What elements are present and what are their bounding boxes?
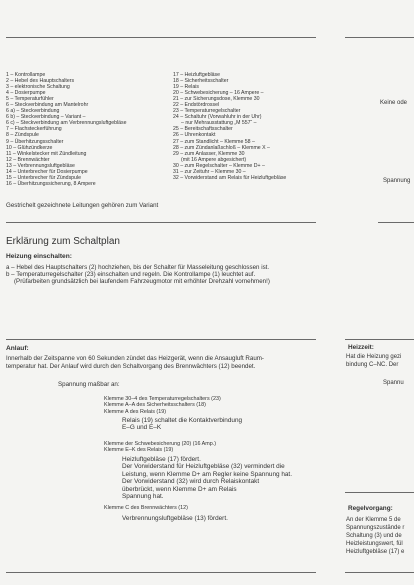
legend-item: 19 – Relais <box>173 84 199 91</box>
top-rule-right <box>345 37 414 38</box>
relais-line1: Relais (19) schaltet die Kontaktverbindung <box>122 417 243 424</box>
legend-item: 12 – Brennwächter <box>6 156 50 163</box>
relais-text <box>122 417 242 432</box>
heizluft-line6: Spannung hat. <box>122 493 164 501</box>
legend-item: 25 – Bereitschaftsschalter <box>173 126 233 133</box>
legend-item: 6 – Steckverbindung am Mantelrohr <box>6 102 89 109</box>
lower-rule-right <box>345 339 414 340</box>
heizluft-line5: überbrückt, wenn Klemme D+ am Relais <box>122 485 237 493</box>
legend-item: 30 – zum Regelschalter – Klemme D+ – <box>173 162 265 169</box>
right-page-keine: Keine ode <box>380 100 408 106</box>
klemme-a-a: Klemme A–A des Sicherheitsschalters (18) <box>104 402 206 409</box>
right-page-regel-line5: Heizluftgebläse (17) e <box>346 549 405 555</box>
spannung-messbar: Spannung maßbar an: <box>58 381 120 388</box>
klemme-c: Klemme C des Brennwächters (12) <box>104 505 188 511</box>
verbrennungsluft-text: Verbrennungsluftgebläse (13) fördert. <box>122 515 228 522</box>
heizluft-line3: Leistung, wenn Klemme D+ am Regler keine Spannung hat. <box>122 470 292 478</box>
section-title: Erklärung zum Schaltplan <box>6 236 120 247</box>
klemme-e-k: Klemme E–K des Relais (19) <box>104 447 174 454</box>
legend-item: 14 – Unterbrecher für Dosierpumpe <box>6 168 88 175</box>
legend-item: 10 – Glühzündkerze <box>6 144 53 151</box>
right-page-spannung: Spannung <box>383 178 411 184</box>
right-page-regel-line3: Schaltung (3) und de <box>346 533 402 539</box>
legend-item: 1 – Kontrollampe <box>6 72 46 78</box>
klemme-30-4: Klemme 30–4 des Temperaturregelschalters (23) <box>104 396 221 402</box>
right-page-heiz-line3: Spannu <box>383 380 404 386</box>
heizluft-line4: Der Vorwiderstand (32) wird durch Relaiskontakt <box>122 478 260 486</box>
bottom-rule-left <box>6 572 316 573</box>
bottom-rule-right <box>345 572 414 573</box>
top-rule-left <box>6 37 316 38</box>
klemme-schwebesicherung: Klemme der Schwebesicherung (20) (16 Amp.) <box>104 441 217 447</box>
right-page-regel-line4: Heizleistungswert, fül <box>346 541 403 547</box>
anlauf-text <box>6 355 264 370</box>
middle-rule-left <box>6 222 316 223</box>
legend-item: 29 – zum Anlasser, Klemme 30 <box>173 150 245 157</box>
middle-rule-right <box>378 222 414 223</box>
legend-item: 24 – Schaltuhr (Vorwahluhr in der Uhr) <box>173 114 262 121</box>
legend-item: 4 – Dosierpumpe <box>6 90 46 97</box>
legend-item: 31 – zur Zeituhr – Klemme 30 – <box>173 168 246 175</box>
anlauf-heading: Anlauf: <box>6 345 29 352</box>
heizung-steps <box>6 264 270 286</box>
lower-rule-left <box>6 339 316 340</box>
anlauf-line1: Innerhalb der Zeitspanne von 60 Sekunden zündet das Heizgerät, wenn die Ansaugluft Raum- <box>6 355 264 362</box>
legend-item: 9 – Überhitzungsschalter <box>6 138 64 145</box>
circuit-block-2 <box>104 441 216 454</box>
legend-item: 16 – Überhitzungssicherung, 8 Ampere <box>6 180 96 187</box>
right-page-heiz-line2: bindung C–NC. Der <box>346 362 399 368</box>
legend-item: 17 – Heizluftgebläse <box>173 72 221 78</box>
legend-item: 21 – zur Sicherungsdose, Klemme 30 <box>173 96 260 103</box>
legend-item: 7 – Flachsteckerführung <box>6 126 62 133</box>
legend-item: 26 – Uhrenkontakt <box>173 132 216 139</box>
heizluft-text <box>122 456 292 500</box>
step-a: a – Hebel des Hauptschalters (2) hochziehen, bis der Schalter für Masseleitung geschlossen ist. <box>6 264 270 271</box>
legend-item: 28 – zum Zündanlaßschloß – Klemme X – <box>173 144 270 151</box>
legend-item: 5 – Temperaturfühler <box>6 96 54 103</box>
legend-item: 20 – Schwebesicherung – 16 Ampere – <box>173 90 264 97</box>
legend-item: 8 – Zündspule <box>6 132 39 139</box>
legend-item: – nur Mehrausstattung „M 557“ – <box>181 120 257 127</box>
legend-item: 2 – Hebel des Hauptschalters <box>6 78 75 85</box>
variant-note: Gestrichelt gezeichnete Leitungen gehören zum Variant <box>6 202 159 209</box>
heizluft-line1: Heizluftgebläse (17) fördert. <box>122 456 201 463</box>
right-page-regel: Regelvorgang: <box>348 505 393 512</box>
legend-item: 18 – Sicherheitsschalter <box>173 78 229 85</box>
right-lower-rule <box>345 492 414 493</box>
right-page-regel-line1: An der Klemme 5 de <box>346 517 401 523</box>
circuit-block-1 <box>104 396 221 415</box>
step-b: b – Temperaturregelschalter (23) einschalten und regeln. Die Kontrollampe (1) leuchtet auf. <box>6 271 256 279</box>
legend-item: 13 – Verbrennungsluftgebläse <box>6 162 75 169</box>
legend-item: 15 – Unterbrecher für Zündspule <box>6 174 81 181</box>
legend-item: 32 – Vorwiderstand am Relais für Heizluftgebläse <box>173 174 287 181</box>
heizung-heading: Heizung einschalten: <box>6 253 72 260</box>
legend-item: 27 – zum Standlicht – Klemme 58 – <box>173 138 255 145</box>
right-page-regel-line2: Spannungszustände r <box>346 525 405 531</box>
klemme-a-relais: Klemme A des Relais (19) <box>104 408 167 415</box>
heizluft-line2: Der Vorwiderstand für Heizluftgebläse (32) vermindert die <box>122 463 285 471</box>
legend-item: 3 – elektronische Schaltung <box>6 84 70 91</box>
legend-item: 23 – Temperaturregelschalter <box>173 108 241 115</box>
legend-item: (mit 16 Ampere abgesichert) <box>181 156 247 163</box>
legend-right-column <box>173 72 286 181</box>
legend-item: 6 b) – Steckverbindung – Variant – <box>6 114 86 121</box>
legend-item: 6 a) – Steckverbindung <box>6 108 60 115</box>
step-b-note: (Prüfarbeiten grundsätzlich bei laufendem Fahrzeugmotor mit erhöhter Drehzahl vornehmen!) <box>14 278 270 286</box>
relais-line2: E–G und E–K <box>122 424 162 432</box>
legend-item: 6 c) – Steckverbindung am Verbrennungsluftgebläse <box>6 120 127 127</box>
legend-left-column <box>6 72 127 187</box>
right-page-heiz-line1: Hat die Heizung gezi <box>346 354 402 360</box>
legend-item: 22 – Endstördrossel <box>173 102 220 109</box>
anlauf-line2: temperatur hat. Der Anlauf wird durch den Schaltvorgang des Brennwächters (12) beendet. <box>6 362 256 370</box>
legend-item: 11 – Winkelstecker mit Zündleitung <box>6 150 87 157</box>
right-page-heizzeit: Heizzeit: <box>348 344 374 351</box>
